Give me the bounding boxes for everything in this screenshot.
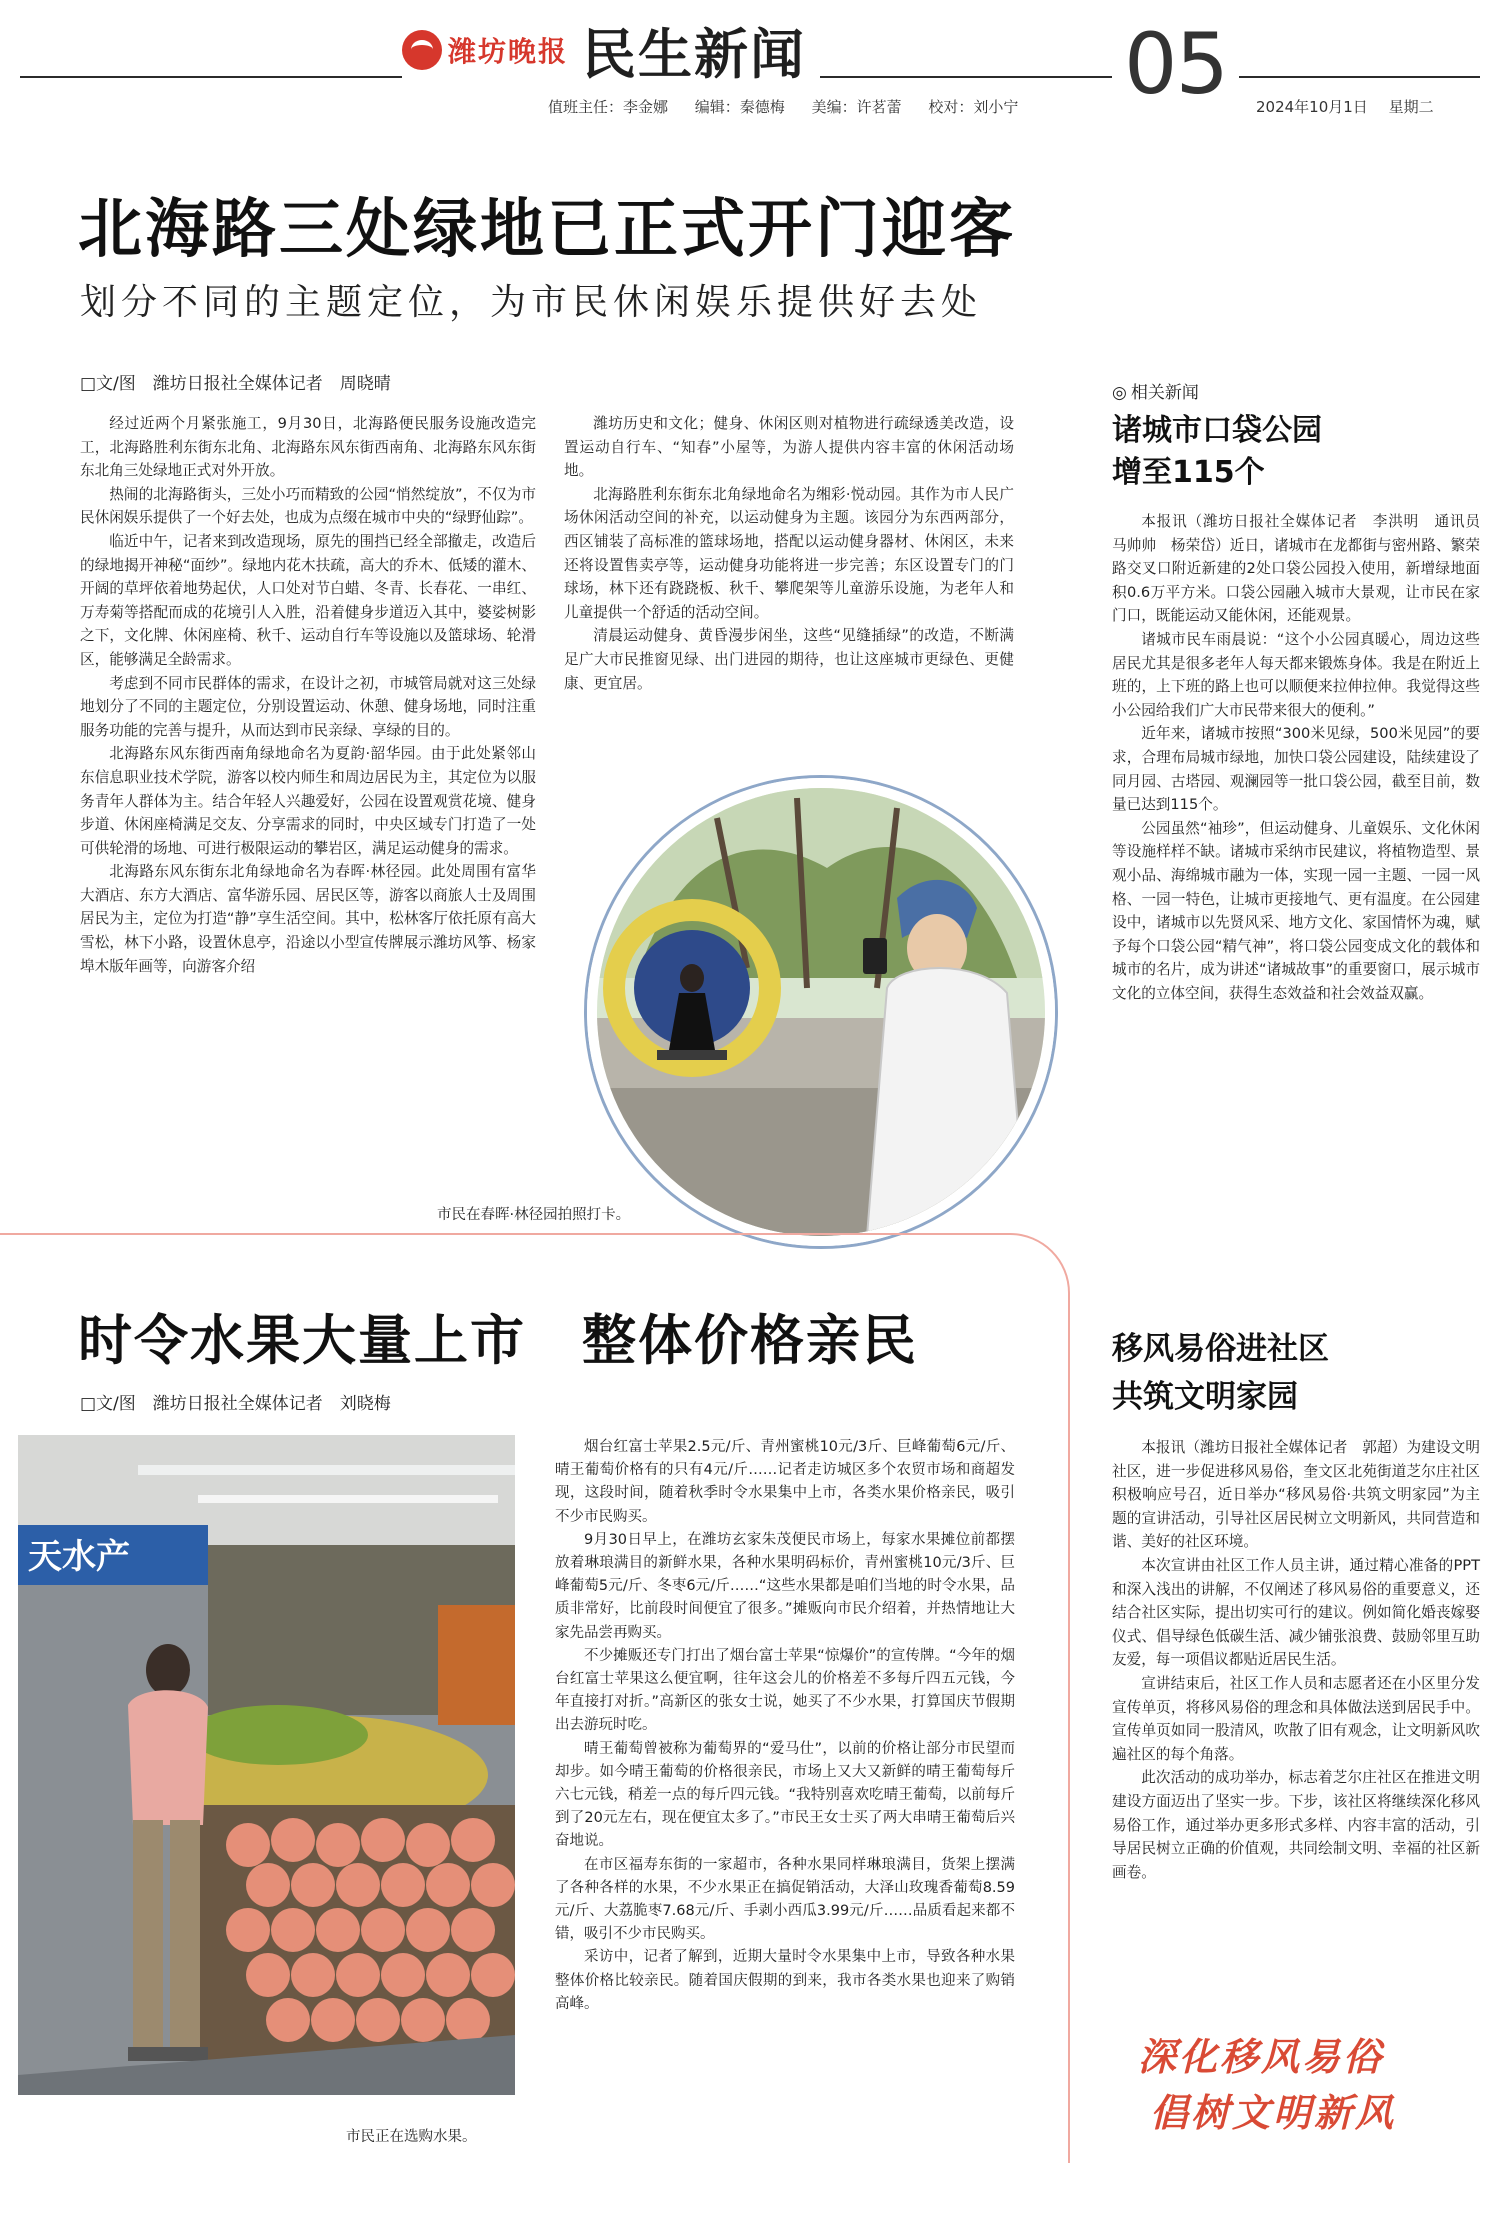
related1-title-line: 增至115个 (1112, 455, 1265, 490)
paragraph: 热闹的北海路街头，三处小巧而精致的公园“悄然绽放”，不仅为市民休闲娱乐提供了一个好去处，也成为点缀在城市中央的“绿野仙踪”。 (80, 485, 536, 527)
article1-column-1 (80, 412, 536, 978)
paragraph: 不少摊贩还专门打出了烟台富士苹果“惊爆价”的宣传牌。“今年的烟台红富士苹果这么便宜啊，往年这会儿的价格差不多每斤四五元钱，今年直接打对折。”高新区的张女士说，她买了不少水果，打算国庆节假期出去游玩时吃。 (555, 1647, 1015, 1734)
newspaper-logo-icon (402, 30, 442, 70)
paragraph: 采访中，记者了解到，近期大量时令水果集中上市，导致各种水果整体价格比较亲民。随着国庆假期的到来，我市各类水果也迎来了购销高峰。 (555, 1949, 1015, 2012)
slogan-line-1: 深化移风易俗 (1138, 2035, 1385, 2079)
section-title: 民生新闻 (582, 21, 807, 86)
masthead-logo (402, 21, 820, 86)
paragraph: 烟台红富士苹果2.5元/斤、青州蜜桃10元/3斤、巨峰葡萄6元/斤、晴王葡萄价格有的只有4元/斤……记者走访城区多个农贸市场和商超发现，这段时间，随着秋季时令水果集中上市，各类水果价格亲民，吸引不少市民购买。 (555, 1439, 1015, 1525)
paragraph: 此次活动的成功举办，标志着芝尔庄社区在推进文明建设方面迈出了坚实一步。下步，该社区将继续深化移风易俗工作，通过举办更多形式多样、内容丰富的活动，引导居民树立正确的价值观，共同绘制文明、幸福的社区新画卷。 (1112, 1769, 1480, 1881)
paragraph: 潍坊历史和文化；健身、休闲区则对植物进行疏绿透美改造，设置运动自行车、“知春”小屋等，为游人提供内容丰富的休闲活动场地。 (564, 415, 1014, 480)
staff-credit: 校对：刘小宁 (928, 98, 1019, 116)
newspaper-name: 潍坊晚报 (448, 35, 569, 68)
paragraph: 宣讲结束后，社区工作人员和志愿者还在小区里分发宣传单页，将移风易俗的理念和具体做法送到居民手中。宣传单页如同一股清风，吹散了旧有观念，让文明新风吹遍社区的每个角落。 (1112, 1674, 1480, 1763)
paragraph: 本报讯（潍坊日报社全媒体记者 李洪明 通讯员 马帅帅 杨荣岱）近日，诸城市在龙都街与密州路、繁荣路交叉口附近新建的2处口袋公园投入使用，新增绿地面积0.6万平方米。口袋公园融入城市大景观，让市民在家门口，既能运动又能休闲，还能观景。 (1112, 513, 1495, 625)
related2-title (1112, 1325, 1329, 1421)
article2-headline: 时令水果大量上市 整体价格亲民 (78, 1309, 918, 1372)
article2-byline: □文/图 潍坊日报社全媒体记者 刘晓梅 (80, 1394, 391, 1414)
dateline (1256, 96, 1450, 117)
related1-title-line: 诸城市口袋公园 (1112, 413, 1322, 448)
fruit-market-illustration (18, 1435, 515, 2095)
store-sign-text: 天水产 (28, 1537, 130, 1577)
article1-photo-caption: 市民在春晖·林径园拍照打卡。 (437, 1207, 631, 1223)
staff-credit: 编辑：秦德梅 (694, 98, 785, 116)
paragraph: 本次宣讲由社区工作人员主讲，通过精心准备的PPT和深入浅出的讲解，不仅阐述了移风易俗的重要意义，还结合社区实际，提出切实可行的建议。例如简化婚丧嫁娶仪式、倡导绿色低碳生活、减少铺张浪费、鼓励邻里互助友爱，每一项倡议都贴近居民生活。 (1112, 1556, 1480, 1669)
paragraph: 经过近两个月紧张施工，9月30日，北海路便民服务设施改造完工，北海路胜利东街东北角、北海路东风东街西南角、北海路东风东街东北角三处绿地正式对外开放。 (80, 415, 536, 480)
staff-credits (548, 96, 1040, 117)
paragraph: 临近中午，记者来到改造现场，原先的围挡已经全部撤走，改造后的绿地揭开神秘“面纱”。绿地内花木扶疏，高大的乔木、低矮的灌木、开阔的草坪依着地势起伏，人口处对节白蜡、冬青、长春花、一串红、万寿菊等搭配而成的花境引人入胜，沿着健身步道迈入其中，婆娑树影之下，文化牌、休闲座椅、秋千、运动自行车等设施以及篮球场、轮滑区，能够满足全龄需求。 (80, 532, 536, 668)
article2-body (555, 1436, 1015, 2016)
related-news-tag: ◎ 相关新闻 (1112, 378, 1199, 403)
paragraph: 北海路胜利东街东北角绿地命名为缃彩·悦动园。其作为市人民广场休闲活动空间的补充，以运动健身为主题。该园分为东西两部分，西区铺装了高标准的篮球场地，搭配以运动健身器材、休闲区，未来还将设置售卖亭等，运动健身功能将进一步完善；东区设置专门的门球场，林下还有跷跷板、秋千、攀爬架等儿童游乐设施，为老年人和儿童提供一个舒适的活动空间。 (564, 485, 1014, 621)
issue-weekday: 星期二 (1388, 98, 1434, 116)
article1-column-2 (564, 412, 1014, 695)
paragraph: 北海路东风东街东北角绿地命名为春晖·林径园。此处周围有富华大酒店、东方大酒店、富华游乐园、居民区等，游客以商旅人士及周围居民为主，定位为打造“静”享生活空间。其中，松林客厅依托原有高大雪松，林下小路，设置休息亭，沿途以小型宣传牌展示潍坊风筝、杨家埠木版年画等，向游客介绍 (80, 863, 536, 975)
article1-headline: 北海路三处绿地已正式开门迎客 (78, 193, 1016, 267)
park-photo (587, 778, 1055, 1246)
related1-title (1112, 410, 1322, 494)
paragraph: 在市区福寿东街的一家超市，各种水果同样琳琅满目，货架上摆满了各种各样的水果，不少水果正在搞促销活动，大泽山玫瑰香葡萄8.59元/斤、大荔脆枣7.68元/斤、手剥小西瓜3.99元/斤……品质看起来都不错，吸引不少市民购买。 (555, 1856, 1015, 1943)
slogan-line-2: 倡树文明新风 (1150, 2091, 1397, 2135)
paragraph: 晴王葡萄曾被称为葡萄界的“爱马仕”，以前的价格让部分市民望而却步。如今晴王葡萄的价格很亲民，市场上又大又新鲜的晴王葡萄每斤六七元钱，稍差一点的每斤四元钱。“我特别喜欢吃晴王葡萄，以前每斤到了20元左右，现在便宜太多了。”市民王女士买了两大串晴王葡萄后兴奋地说。 (555, 1740, 1015, 1850)
paragraph: 诸城市民车雨晨说：“这个小公园真暖心，周边这些居民尤其是很多老年人每天都来锻炼身体。我是在附近上班的，上下班的路上也可以顺便来拉伸拉伸。我觉得这些小公园给我们广大市民带来很大的便利。” (1112, 630, 1480, 719)
related2-title-line: 共筑文明家园 (1112, 1379, 1298, 1415)
issue-date: 2024年10月1日 (1256, 98, 1368, 116)
paragraph: 北海路东风东街西南角绿地命名为夏韵·韶华园。由于此处紧邻山东信息职业技术学院，游客以校内师生和周边居民为主，其定位为以服务青年人群体为主。结合年轻人兴趣爱好，公园在设置观赏花境、健身步道、休闲座椅满足交友、分享需求的同时，中央区域专门打造了一处可供轮滑的场地、可进行极限运动的攀岩区，满足运动健身的需求。 (80, 745, 536, 857)
paragraph: 本报讯（潍坊日报社全媒体记者 郭超）为建设文明社区，进一步促进移风易俗，奎文区北苑街道芝尔庄社区积极响应号召，近日举办“移风易俗·共筑文明家园”为主题的宣讲活动，引导社区居民树立文明新风，共同营造和谐、美好的社区环境。 (1112, 1439, 1480, 1551)
related1-body (1112, 510, 1495, 1005)
paragraph: 近年来，诸城市按照“300米见绿，500米见园”的要求，合理布局城市绿地，加快口袋公园建设，陆续建设了同月园、古塔园、观澜园等一批口袋公园，截至目前，数量已达到115个。 (1112, 725, 1480, 814)
park-photo-illustration (597, 788, 1045, 1236)
article2-photo-caption: 市民正在选购水果。 (346, 2129, 477, 2145)
paragraph: 公园虽然“袖珍”，但运动健身、儿童娱乐、文化休闲等设施样样不缺。诸城市采纳市民建议，将植物造型、景观小品、海绵城市融为一体，实现一园一主题、一园一风格、一园一特色，让城市更接地气、更有温度。在公园建设中，诸城市以先贤风采、地方文化、家国情怀为魂，赋予每个口袋公园“精气神”，将口袋公园变成文化的载体和城市的名片，成为讲述“诸城故事”的重要窗口，展示城市文化的立体空间，获得生态效益和社会效益双赢。 (1112, 819, 1480, 1002)
article1-byline: □文/图 潍坊日报社全媒体记者 周晓晴 (80, 374, 391, 394)
page-number: 05 (1112, 22, 1239, 106)
related2-title-line: 移风易俗进社区 (1112, 1331, 1329, 1367)
fruit-market-photo (18, 1435, 515, 2095)
paragraph: 清晨运动健身、黄昏漫步闲坐，这些“见缝插绿”的改造，不断满足广大市民推窗见绿、出门进园的期待，也让这座城市更绿色、更健康、更宜居。 (564, 627, 1014, 692)
paragraph: 9月30日早上，在潍坊玄家朱茂便民市场上，每家水果摊位前都摆放着琳琅满目的新鲜水果，各种水果明码标价，青州蜜桃10元/3斤、巨峰葡萄5元/斤、冬枣6元/斤……“这些水果都是咱们当地的时令水果，品质非常好，比前段时间便宜了很多。”摊贩向市民介绍着，并热情地让大家先品尝再购买。 (555, 1531, 1015, 1641)
article1-subhead: 划分不同的主题定位，为市民休闲娱乐提供好去处 (80, 282, 983, 323)
staff-credit: 美编：许茗蕾 (811, 98, 902, 116)
related2-body (1112, 1436, 1480, 1884)
staff-credit: 值班主任：李金娜 (548, 98, 669, 116)
paragraph: 考虑到不同市民群体的需求，在设计之初，市城管局就对这三处绿地划分了不同的主题定位，分别设置运动、休憩、健身场地，同时注重服务功能的完善与提升，从而达到市民亲绿、享绿的目的。 (80, 674, 536, 739)
